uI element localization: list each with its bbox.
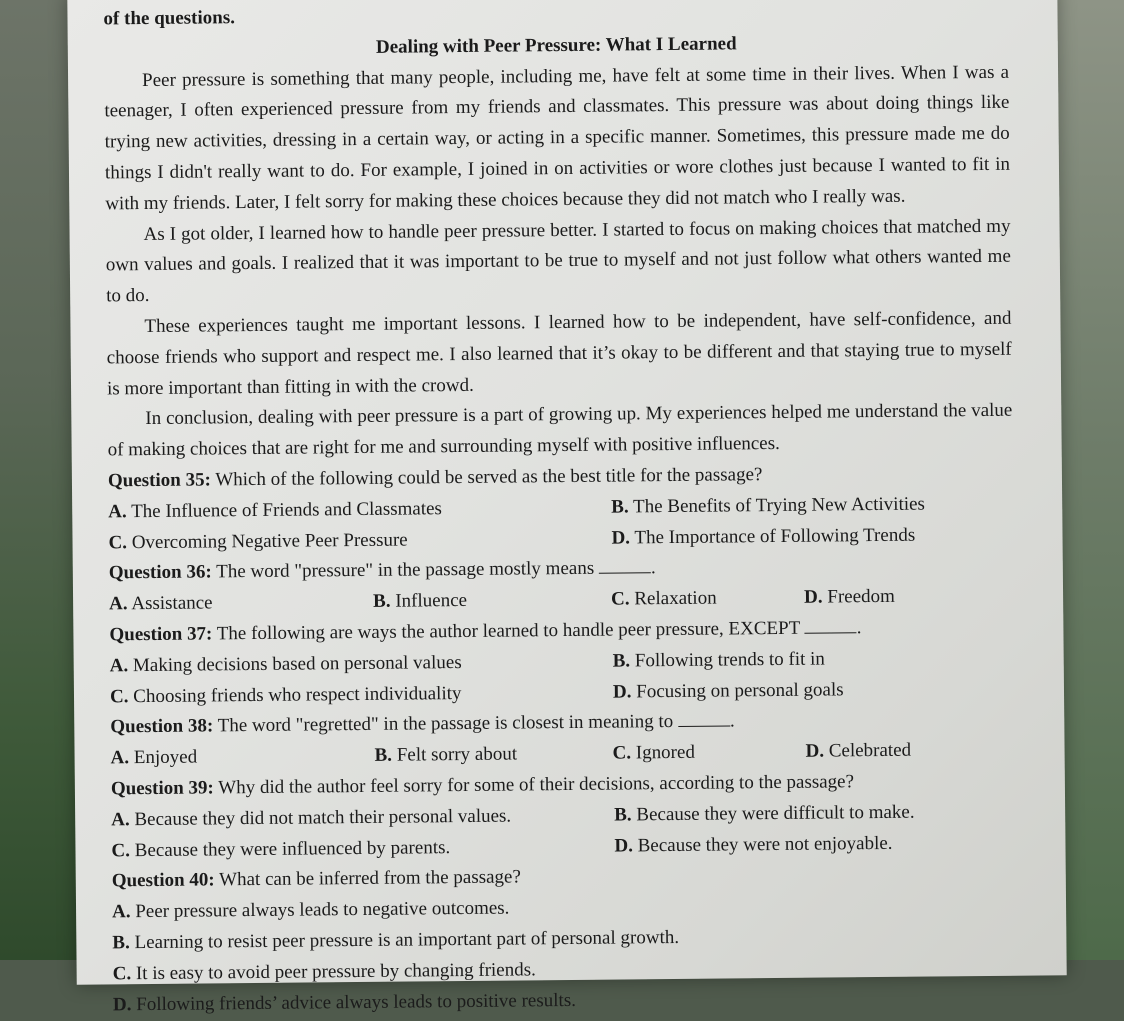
question-text: The word "pressure" in the passage mostly means (216, 558, 595, 583)
passage-title: Dealing with Peer Pressure: What I Learned (375, 33, 737, 58)
question-37: Question 37: The following are ways the author learned to handle peer pressure, EXCEPT . (109, 617, 862, 646)
option-text: It is easy to avoid peer pressure by changing friends. (135, 959, 536, 984)
question-label: Question 37: (109, 623, 213, 646)
passage-paragraph-1: Peer pressure is something that many people, including me, have felt at some time in their lives. When I was a teenager, I often experienced pressure from my friends and classmates. This pressure was about doing things like trying new activities, dressing in a certain way, or acting in a specific manner. Sometimes, this pressure made me do things I didn't really want to do. For example, I joined in on activities or wore clothes just because I wanted to fit in with my friends. Later, I felt sorry for making these choices because they did not match who I really was. (104, 61, 1011, 215)
option-letter: A. (111, 808, 130, 831)
question-label: Question 38: (110, 715, 214, 738)
option-letter: D. (805, 740, 825, 762)
passage-paragraph-3: These experiences taught me important lessons. I learned how to be independent, have self-confidence, and choose friends who support and respect me. I also learned that it’s okay to be different and that staying true to myself is more important than fitting in with the crowd. (106, 307, 1012, 399)
option-letter: B. (614, 804, 632, 826)
option-a[interactable] (108, 492, 611, 528)
option-d[interactable] (804, 581, 1014, 614)
option-letter: A. (109, 654, 129, 677)
option-a[interactable] (110, 741, 374, 774)
option-letter: B. (112, 932, 130, 954)
question-36: Question 36: The word "pressure" in the passage mostly means . (108, 557, 656, 584)
option-text: Felt sorry about (396, 743, 518, 766)
option-text: Enjoyed (133, 746, 198, 769)
option-letter: D. (614, 834, 634, 857)
option-text: Influence (395, 590, 468, 612)
question-39-options (111, 796, 1017, 866)
option-text: The Benefits of Trying New Activities (632, 493, 926, 518)
answer-blank[interactable] (599, 557, 651, 574)
option-letter: A. (110, 747, 130, 769)
option-text: Freedom (827, 585, 895, 608)
option-b[interactable] (614, 796, 1016, 831)
option-letter: B. (612, 650, 631, 672)
option-text: Following friends’ advice always leads to positive results. (136, 989, 577, 1015)
option-letter: C. (108, 531, 128, 553)
option-letter: C. (610, 588, 630, 610)
option-b[interactable] (611, 488, 1013, 523)
option-text: Focusing on personal goals (636, 678, 844, 702)
option-letter: D. (612, 680, 632, 703)
answer-blank[interactable] (678, 710, 730, 727)
worksheet-page (67, 0, 1066, 1015)
passage-paragraph-2: As I got older, I learned how to handle peer pressure better. I started to focus on making choices that matched my own values and goals. I realized that it was important to be true to myself and not just follow what others wanted me to do. (105, 215, 1011, 307)
option-c[interactable] (108, 523, 611, 559)
option-d[interactable] (611, 519, 1013, 554)
option-letter: C. (109, 685, 129, 707)
option-text: Because they were difficult to make. (636, 801, 915, 826)
question-text: Which of the following could be served as the best title for the passage? (215, 464, 763, 491)
option-c[interactable] (110, 677, 613, 713)
option-letter: A. (111, 901, 131, 923)
question-label: Question 36: (108, 561, 212, 584)
option-letter: A. (109, 593, 128, 615)
option-a[interactable] (109, 587, 373, 620)
question-text: What can be inferred from the passage? (219, 866, 521, 891)
option-text: Because they were not enjoyable. (637, 832, 893, 856)
header-fragment: of the questions. (103, 7, 236, 30)
question-40-options (112, 889, 1018, 1021)
option-c[interactable] (612, 737, 805, 770)
option-c[interactable] (111, 831, 614, 867)
option-c[interactable] (611, 583, 804, 616)
option-text: Ignored (635, 741, 696, 764)
option-d[interactable] (614, 827, 1016, 862)
question-text: The word "regretted" in the passage is closest in meaning to (217, 711, 674, 737)
option-text: Because they did not match their personal values. (134, 805, 512, 830)
option-letter: D. (611, 526, 631, 549)
option-text: Learning to resist peer pressure is an important part of personal growth. (134, 926, 680, 954)
option-text: Assistance (131, 592, 213, 615)
question-35-options (108, 488, 1014, 558)
option-letter: C. (612, 742, 632, 764)
option-letter: C. (111, 839, 131, 861)
option-d[interactable] (613, 673, 1015, 708)
answer-blank[interactable] (805, 616, 857, 633)
option-b[interactable] (613, 642, 1015, 677)
option-letter: B. (374, 744, 393, 766)
option-letter: D. (112, 993, 132, 1015)
question-37-options (110, 642, 1016, 712)
worksheet-content (103, 0, 1018, 1021)
option-a[interactable] (110, 646, 613, 682)
question-label: Question 40: (111, 869, 215, 892)
option-text: Overcoming Negative Peer Pressure (131, 529, 408, 553)
option-b[interactable] (374, 739, 612, 772)
option-b[interactable] (373, 585, 611, 618)
question-label: Question 35: (107, 469, 211, 492)
question-label: Question 39: (110, 777, 214, 800)
passage-paragraph-4: In conclusion, dealing with peer pressure is a part of growing up. My experiences helped me understand the value of making choices that are right for me and surrounding myself with positive influences. (107, 400, 1013, 461)
option-letter: B. (373, 590, 391, 613)
question-38: Question 38: The word "regretted" in the passage is closest in meaning to . (110, 710, 735, 738)
option-d[interactable] (805, 735, 1015, 768)
option-letter: A. (108, 500, 127, 523)
option-text: Choosing friends who respect individuality (133, 682, 462, 707)
option-text: The Importance of Following Trends (634, 524, 916, 548)
option-text: The Influence of Friends and Classmates (131, 497, 443, 522)
option-letter: C. (112, 962, 132, 985)
question-text: The following are ways the author learned to handle peer pressure, EXCEPT (216, 617, 801, 645)
option-text: Celebrated (828, 739, 912, 762)
option-text: Following trends to fit in (634, 648, 825, 672)
option-a[interactable] (111, 800, 614, 836)
option-letter: D. (803, 586, 823, 608)
option-text: Making decisions based on personal values (132, 651, 462, 676)
question-text: Why did the author feel sorry for some of their decisions, according to the passage? (218, 771, 855, 799)
option-text: Because they were influenced by parents. (134, 836, 451, 861)
option-letter: B. (611, 496, 629, 518)
option-text: Peer pressure always leads to negative outcomes. (135, 897, 510, 923)
option-text: Relaxation (634, 587, 717, 610)
